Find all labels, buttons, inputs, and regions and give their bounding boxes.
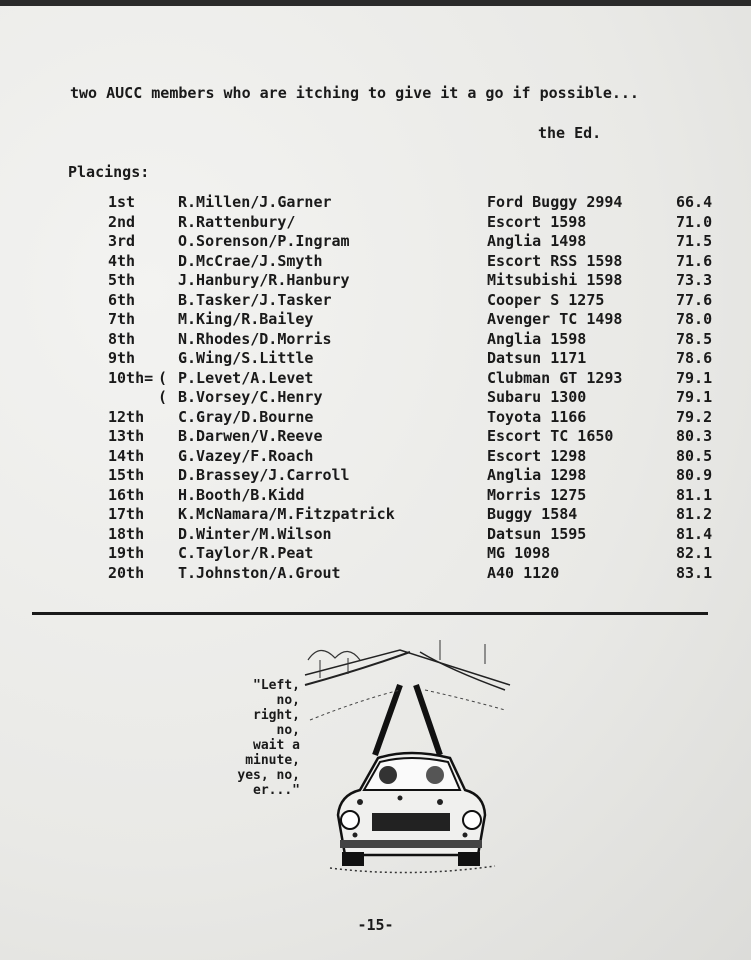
placing-position: 5th <box>108 271 136 289</box>
placing-car: A40 1120 <box>487 563 560 582</box>
placing-time: 81.2 <box>676 505 713 523</box>
placing-row <box>0 349 751 369</box>
tie-bracket: ( <box>158 368 168 387</box>
placing-row <box>0 427 751 447</box>
intro-text: two AUCC members who are itching to give it a go if possible... <box>70 84 639 102</box>
placing-row <box>0 232 751 252</box>
placing-position: 16th <box>108 485 145 504</box>
placing-row <box>0 310 751 330</box>
placing-car: Mitsubishi 1598 <box>487 271 623 289</box>
placing-time: 66.4 <box>676 193 713 211</box>
placing-position: 13th <box>108 427 145 445</box>
placing-time: 81.1 <box>676 485 713 504</box>
placing-time: 83.1 <box>676 563 713 582</box>
placing-position: 20th <box>108 563 145 582</box>
placings-heading: Placings: <box>68 163 150 181</box>
placing-car: Anglia 1598 <box>487 329 587 348</box>
caption-line: no, <box>276 723 300 738</box>
placing-car: Escort TC 1650 <box>487 427 614 445</box>
placing-crew: G.Vazey/F.Roach <box>178 446 314 465</box>
placing-row <box>0 447 751 467</box>
placing-crew: H.Booth/B.Kidd <box>178 485 305 504</box>
placing-crew: D.Winter/M.Wilson <box>178 524 332 543</box>
caption-line: er..." <box>253 783 300 798</box>
caption-line: wait a <box>253 738 300 753</box>
cartoon-car-illustration <box>300 630 520 875</box>
placing-row <box>0 330 751 350</box>
placing-position: 8th <box>108 329 136 348</box>
placing-car: Subaru 1300 <box>487 388 587 406</box>
page-number: -15- <box>357 916 394 934</box>
placing-car: Anglia 1298 <box>487 466 587 484</box>
caption-line: right, <box>253 708 300 723</box>
placing-position: 2nd <box>108 212 136 231</box>
placing-crew: T.Johnston/A.Grout <box>178 563 341 582</box>
top-edge-shadow <box>0 0 751 6</box>
placing-crew: D.McCrae/J.Smyth <box>178 251 323 270</box>
placing-crew: N.Rhodes/D.Morris <box>178 329 332 348</box>
placing-car: Escort 1298 <box>487 446 587 465</box>
placing-position: 17th <box>108 505 145 523</box>
placing-position: 7th <box>108 310 136 328</box>
placing-time: 78.6 <box>676 349 713 367</box>
placing-time: 78.0 <box>676 310 713 328</box>
placing-row <box>0 271 751 291</box>
placing-car: Toyota 1166 <box>487 407 587 426</box>
placing-car: Buggy 1584 <box>487 505 578 523</box>
placing-time: 73.3 <box>676 271 713 289</box>
placing-row <box>0 525 751 545</box>
placing-position: 10th= <box>108 368 154 387</box>
section-divider <box>32 612 708 615</box>
placing-time: 79.1 <box>676 388 713 406</box>
placing-row <box>0 486 751 506</box>
placing-time: 79.1 <box>676 368 713 387</box>
placing-position: 14th <box>108 446 145 465</box>
placing-car: Cooper S 1275 <box>487 290 605 309</box>
placing-crew: D.Brassey/J.Carroll <box>178 466 350 484</box>
placing-row <box>0 564 751 584</box>
placing-crew: B.Vorsey/C.Henry <box>178 388 323 406</box>
placing-crew: K.McNamara/M.Fitzpatrick <box>178 505 395 523</box>
placing-time: 71.6 <box>676 251 713 270</box>
placing-position: 18th <box>108 524 145 543</box>
placings-table <box>0 193 751 583</box>
placing-time: 79.2 <box>676 407 713 426</box>
placing-car: Clubman GT 1293 <box>487 368 623 387</box>
placing-row <box>0 369 751 389</box>
placing-car: Morris 1275 <box>487 485 587 504</box>
placing-position: 12th <box>108 407 145 426</box>
placing-crew: G.Wing/S.Little <box>178 349 314 367</box>
placing-time: 82.1 <box>676 544 713 562</box>
placing-position: 3rd <box>108 232 136 250</box>
placing-crew: M.King/R.Bailey <box>178 310 314 328</box>
placing-crew: R.Millen/J.Garner <box>178 193 332 211</box>
placing-crew: J.Hanbury/R.Hanbury <box>178 271 350 289</box>
placing-row <box>0 252 751 272</box>
placing-row <box>0 193 751 213</box>
placing-car: Datsun 1595 <box>487 524 587 543</box>
placing-row <box>0 408 751 428</box>
placing-crew: C.Gray/D.Bourne <box>178 407 314 426</box>
placing-row <box>0 388 751 408</box>
placing-car: Escort 1598 <box>487 212 587 231</box>
placing-car: Datsun 1171 <box>487 349 587 367</box>
placing-row <box>0 466 751 486</box>
tie-bracket: ( <box>158 388 168 406</box>
caption-line: minute, <box>245 753 300 768</box>
placing-crew: C.Taylor/R.Peat <box>178 544 314 562</box>
placing-row <box>0 213 751 233</box>
placing-car: Avenger TC 1498 <box>487 310 623 328</box>
placing-car: Anglia 1498 <box>487 232 587 250</box>
placing-position: 6th <box>108 290 136 309</box>
placing-position: 4th <box>108 251 136 270</box>
placing-time: 78.5 <box>676 329 713 348</box>
placing-position: 15th <box>108 466 145 484</box>
placing-car: MG 1098 <box>487 544 551 562</box>
placing-time: 81.4 <box>676 524 713 543</box>
placing-crew: B.Tasker/J.Tasker <box>178 290 332 309</box>
placing-position: 9th <box>108 349 136 367</box>
placing-row <box>0 291 751 311</box>
caption-line: "Left, <box>253 678 300 693</box>
placing-row <box>0 544 751 564</box>
placing-time: 80.3 <box>676 427 713 445</box>
placing-time: 71.5 <box>676 232 713 250</box>
placing-crew: O.Sorenson/P.Ingram <box>178 232 350 250</box>
placing-position: 19th <box>108 544 145 562</box>
placing-row <box>0 505 751 525</box>
placing-position: 1st <box>108 193 136 211</box>
placing-time: 71.0 <box>676 212 713 231</box>
placing-crew: P.Levet/A.Levet <box>178 368 314 387</box>
placing-crew: R.Rattenbury/ <box>178 212 296 231</box>
placing-crew: B.Darwen/V.Reeve <box>178 427 323 445</box>
placing-car: Escort RSS 1598 <box>487 251 623 270</box>
editor-signoff: the Ed. <box>538 124 602 142</box>
placing-time: 80.5 <box>676 446 713 465</box>
placing-car: Ford Buggy 2994 <box>487 193 623 211</box>
placing-time: 77.6 <box>676 290 713 309</box>
cartoon-caption <box>200 678 300 798</box>
placing-time: 80.9 <box>676 466 713 484</box>
caption-line: no, <box>276 693 300 708</box>
caption-line: yes, no, <box>237 768 300 783</box>
